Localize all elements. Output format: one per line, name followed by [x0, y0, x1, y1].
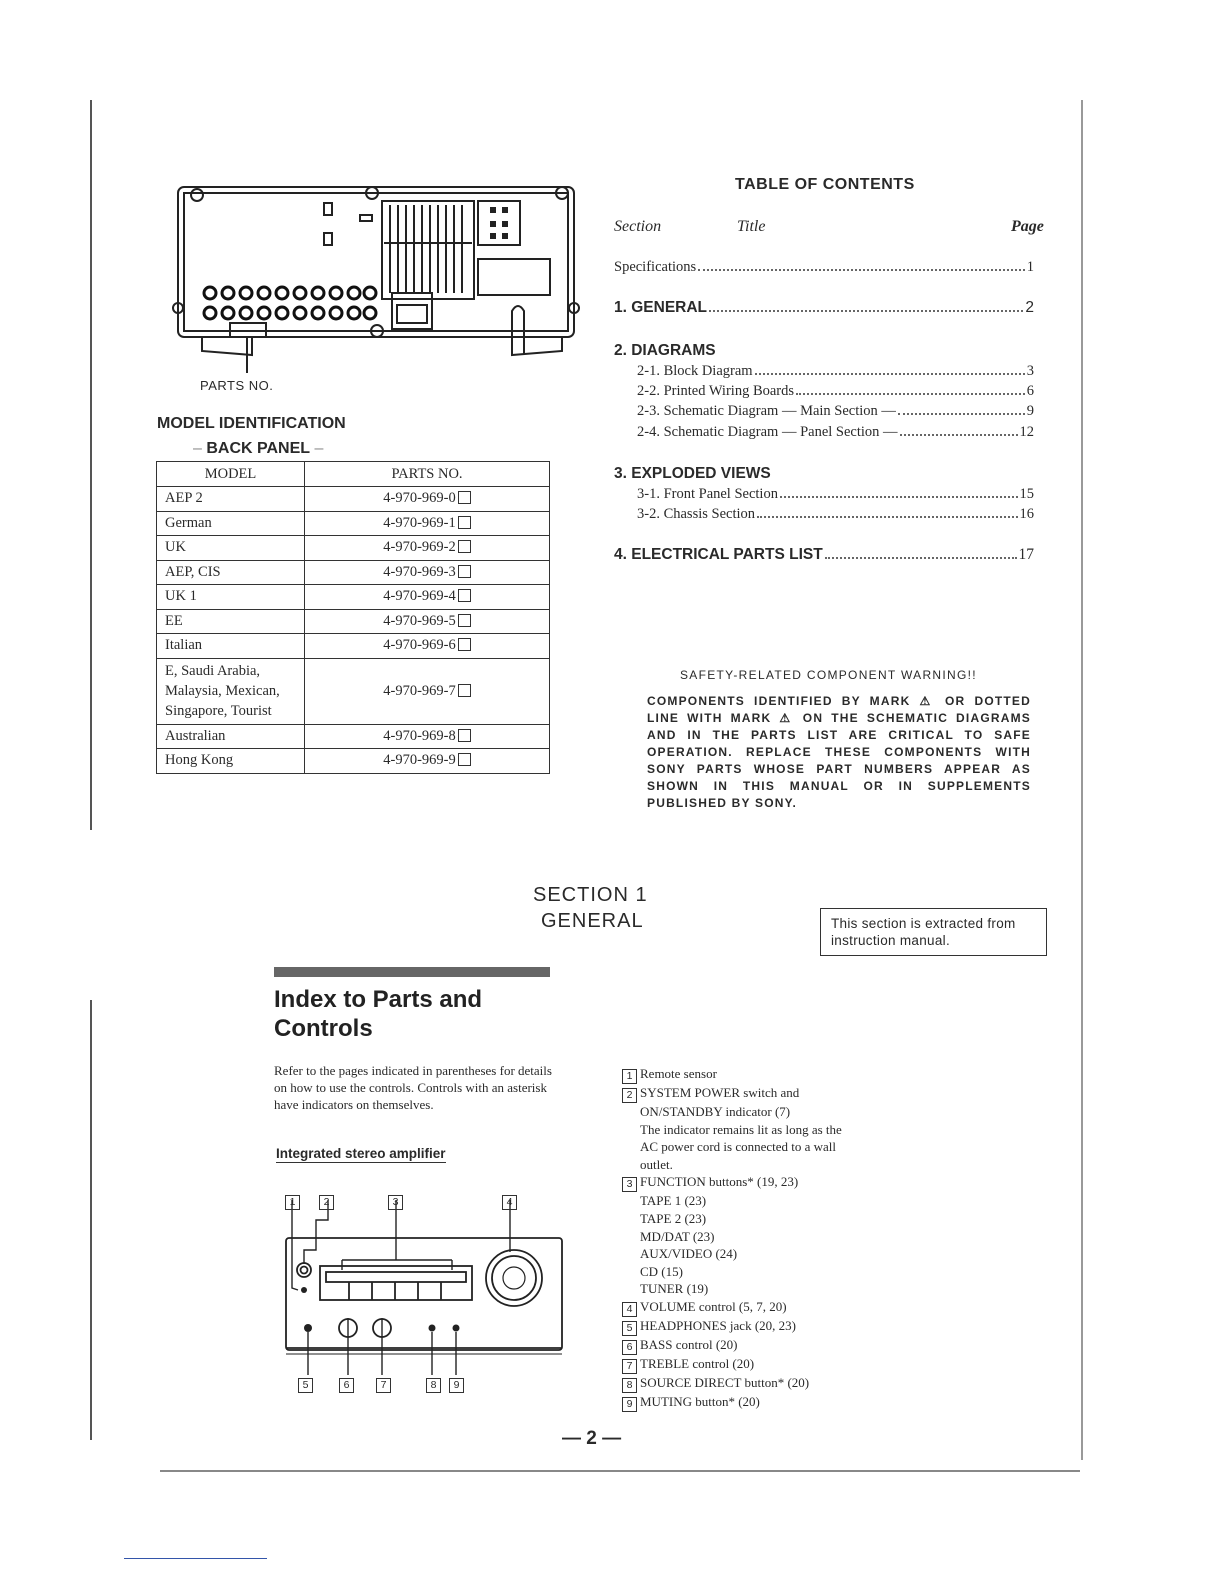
legend-text: FUNCTION buttons* (19, 23) — [640, 1174, 799, 1190]
index-heading-bar — [274, 967, 550, 977]
toc-entry-page: 2 — [1025, 299, 1034, 316]
callout-8: 8 — [426, 1378, 441, 1393]
legend-number: 4 — [622, 1302, 637, 1317]
model-parts-table — [156, 461, 550, 774]
legend-item — [622, 1298, 952, 1317]
toc-leader-dots — [709, 309, 1023, 312]
legend-item — [622, 1355, 952, 1374]
toc-leader-dots — [757, 515, 1017, 518]
toc-entry-page: 9 — [1026, 403, 1034, 419]
callout-4: 4 — [502, 1195, 517, 1210]
model-cell: Italian — [157, 634, 305, 659]
page-number: — 2 — — [562, 1428, 622, 1449]
legend-number: 1 — [622, 1069, 637, 1084]
model-line: Malaysia, Mexican, — [165, 683, 280, 699]
table-row — [157, 749, 550, 774]
checkbox-square — [458, 638, 471, 651]
toc-col-title: Title — [737, 218, 766, 235]
checkbox-square — [458, 491, 471, 504]
table-row — [157, 487, 550, 512]
checkbox-square — [458, 565, 471, 578]
checkbox-square — [458, 729, 471, 742]
toc-entry-label: 3-1. Front Panel Section — [637, 486, 778, 502]
legend-subline: AUX/VIDEO (24) — [640, 1246, 738, 1262]
table-row — [157, 585, 550, 610]
legend-subline: CD (15) — [640, 1263, 683, 1279]
legend-subline: ON/STANDBY indicator (7) — [640, 1104, 791, 1119]
bottom-scan-edge — [160, 1470, 1080, 1472]
left-margin-rule-lower — [90, 1000, 92, 1440]
toc-entry-page: 17 — [1018, 546, 1034, 563]
model-cell: AEP 2 — [157, 487, 305, 512]
legend-item — [622, 1065, 952, 1084]
parts-no-cell — [305, 749, 550, 774]
model-identification-title: MODEL IDENTIFICATION — [157, 415, 346, 432]
parts-no-value: 4-970-969-1 — [383, 514, 456, 531]
model-cell: UK 1 — [157, 585, 305, 610]
parts-no-cell — [305, 585, 550, 610]
toc-col-page: Page — [1011, 218, 1044, 235]
toc-entry-3-2[interactable] — [637, 506, 1034, 523]
toc-entry-2-2[interactable] — [637, 383, 1034, 400]
toc-entry-page: 12 — [1019, 424, 1034, 440]
callout-3: 3 — [388, 1195, 403, 1210]
table-row — [157, 560, 550, 585]
toc-entry-page: 3 — [1026, 363, 1034, 379]
toc-entry-3-1[interactable] — [637, 486, 1034, 503]
callout-9: 9 — [449, 1378, 464, 1393]
header-parts-no: PARTS NO. — [305, 462, 550, 487]
toc-leader-dots — [755, 372, 1025, 375]
left-margin-rule — [90, 100, 92, 830]
legend-number: 5 — [622, 1321, 637, 1336]
parts-no-cell — [305, 609, 550, 634]
index-title-line: Index to Parts and — [274, 986, 483, 1013]
right-margin-rule — [1081, 100, 1083, 1460]
toc-leader-dots — [698, 268, 1025, 271]
toc-leader-dots — [900, 433, 1018, 436]
legend-text: Remote sensor — [640, 1066, 717, 1081]
model-cell: AEP, CIS — [157, 560, 305, 585]
legend-subline: The indicator remains lit as long as the — [640, 1121, 842, 1137]
toc-entry-label: 4. ELECTRICAL PARTS LIST — [614, 546, 823, 563]
table-row — [157, 609, 550, 634]
legend-number: 8 — [622, 1378, 637, 1393]
toc-entry-2-3[interactable] — [637, 403, 1034, 420]
legend-number: 2 — [622, 1088, 637, 1103]
toc-entry-2-4[interactable] — [637, 424, 1034, 441]
back-panel-drawing — [172, 183, 582, 383]
table-row — [157, 511, 550, 536]
toc-leader-dots — [780, 495, 1018, 498]
parts-no-cell — [305, 724, 550, 749]
parts-no-value: 4-970-969-8 — [383, 727, 456, 744]
model-line: E, Saudi Arabia, — [165, 663, 261, 679]
toc-entry-2-1[interactable] — [637, 363, 1034, 380]
legend-text: VOLUME control (5, 7, 20) — [640, 1298, 787, 1314]
callout-2: 2 — [319, 1195, 334, 1210]
callout-1: 1 — [285, 1195, 300, 1210]
toc-entry-label: 3-2. Chassis Section — [637, 506, 756, 522]
legend-text: SYSTEM POWER switch and — [640, 1085, 800, 1100]
legend-subline: outlet. — [640, 1156, 673, 1172]
legend-number: 7 — [622, 1359, 637, 1374]
toc-entry-page: 1 — [1026, 259, 1034, 275]
parts-no-cell — [305, 658, 550, 724]
checkbox-square — [458, 540, 471, 553]
callout-5: 5 — [298, 1378, 313, 1393]
toc-entry-page: 6 — [1026, 383, 1034, 399]
index-title-line: Controls — [274, 1015, 373, 1042]
toc-title: TABLE OF CONTENTS — [735, 176, 915, 193]
legend-item — [622, 1336, 952, 1355]
model-line: Singapore, Tourist — [165, 703, 272, 719]
legend-item — [622, 1317, 952, 1336]
toc-section-exploded: 3. EXPLODED VIEWS — [614, 465, 771, 482]
model-cell: Hong Kong — [157, 749, 305, 774]
safety-warning-text: COMPONENTS IDENTIFIED BY MARK ⚠ OR DOTTED LINE WITH MARK ⚠ ON THE SCHEMATIC DIAGRAMS AND IN THE PARTS LIST ARE CRITICAL TO SAFE OPERATION. REPLACE THESE COMPONENTS WITH SONY PARTS WHOSE PART NUMBERS APPEAR AS SHOWN IN THIS MANUAL OR IN SUPPLEMENTS PUBLISHED BY SONY. — [647, 694, 1031, 810]
callout-7: 7 — [376, 1378, 391, 1393]
back-panel-subtitle-text: BACK PANEL — [206, 440, 311, 457]
legend-text: MUTING button* (20) — [640, 1393, 760, 1409]
parts-no-cell — [305, 536, 550, 561]
toc-entry-label: 2-2. Printed Wiring Boards — [637, 383, 795, 399]
checkbox-square — [458, 684, 471, 697]
legend-number: 6 — [622, 1340, 637, 1355]
toc-entry-label: 2-4. Schematic Diagram — Panel Section — — [637, 424, 898, 440]
legend-item — [622, 1084, 952, 1103]
legend-text: TREBLE control (20) — [640, 1355, 755, 1371]
callout-6: 6 — [339, 1378, 354, 1393]
parts-no-cell — [305, 511, 550, 536]
table-header-row — [157, 462, 550, 487]
model-cell: Australian — [157, 724, 305, 749]
legend-subline: TAPE 1 (23) — [640, 1193, 707, 1209]
parts-no-value: 4-970-969-6 — [383, 637, 456, 654]
section-number: SECTION 1 — [533, 884, 648, 906]
legend-text: SOURCE DIRECT button* (20) — [640, 1374, 810, 1390]
toc-leader-dots — [796, 392, 1025, 395]
legend-item — [622, 1173, 952, 1192]
header-model: MODEL — [157, 462, 305, 487]
toc-leader-dots — [825, 556, 1017, 559]
toc-entry-specifications[interactable] — [614, 259, 1034, 276]
index-intro-text: Refer to the pages indicated in parentheses for details on how to use the controls. Controls with an asterisk have indicators on themselves. — [274, 1063, 552, 1112]
legend-subline: AC power cord is connected to a wall — [640, 1139, 837, 1155]
amplifier-heading: Integrated stereo amplifier — [276, 1146, 446, 1161]
legend-text: BASS control (20) — [640, 1336, 738, 1352]
toc-entry-page: 15 — [1019, 486, 1034, 502]
model-cell: EE — [157, 609, 305, 634]
legend-subline: TAPE 2 (23) — [640, 1210, 707, 1226]
back-panel-subtitle: – BACK PANEL – — [193, 440, 324, 457]
toc-entry-electrical[interactable] — [614, 546, 1034, 564]
parts-no-callout: PARTS NO. — [200, 378, 274, 393]
parts-no-value: 4-970-969-0 — [383, 490, 456, 507]
model-cell: German — [157, 511, 305, 536]
table-row — [157, 658, 550, 724]
toc-section-diagrams: 2. DIAGRAMS — [614, 342, 716, 359]
toc-entry-general[interactable] — [614, 299, 1034, 317]
legend-item — [622, 1393, 952, 1412]
legend-text: HEADPHONES jack (20, 23) — [640, 1317, 796, 1333]
bottom-link-line — [124, 1558, 267, 1559]
toc-leader-dots — [898, 412, 1025, 415]
toc-entry-label: 2-3. Schematic Diagram — Main Section — — [637, 403, 896, 419]
parts-no-value: 4-970-969-4 — [383, 588, 456, 605]
checkbox-square — [458, 589, 471, 602]
amplifier-front-panel-drawing — [282, 1190, 572, 1400]
toc-entry-page: 16 — [1019, 506, 1034, 522]
legend-subline: MD/DAT (23) — [640, 1228, 715, 1244]
model-cell-multiline — [157, 658, 305, 724]
parts-no-value: 4-970-969-3 — [383, 563, 456, 580]
parts-no-value: 4-970-969-9 — [383, 752, 456, 769]
toc-entry-label: 2-1. Block Diagram — [637, 363, 753, 379]
controls-legend — [622, 1065, 952, 1412]
legend-number: 3 — [622, 1177, 637, 1192]
legend-subline: TUNER (19) — [640, 1281, 709, 1297]
section-name: GENERAL — [541, 910, 644, 932]
parts-no-value: 4-970-969-5 — [383, 612, 456, 629]
table-row — [157, 724, 550, 749]
checkbox-square — [458, 753, 471, 766]
toc-col-section: Section — [614, 218, 662, 235]
extract-note-box: This section is extracted from instruction manual. — [820, 908, 1047, 956]
parts-no-value: 4-970-969-2 — [383, 539, 456, 556]
table-row — [157, 634, 550, 659]
safety-warning-title: SAFETY-RELATED COMPONENT WARNING!! — [680, 668, 977, 682]
toc-entry-label: Specifications — [614, 259, 697, 275]
parts-no-cell — [305, 487, 550, 512]
checkbox-square — [458, 614, 471, 627]
index-title — [274, 985, 482, 1043]
table-row — [157, 536, 550, 561]
parts-no-cell — [305, 634, 550, 659]
parts-no-value: 4-970-969-7 — [383, 682, 456, 699]
model-cell: UK — [157, 536, 305, 561]
toc-entry-label: 1. GENERAL — [614, 299, 708, 316]
parts-no-cell — [305, 560, 550, 585]
legend-number: 9 — [622, 1397, 637, 1412]
checkbox-square — [458, 516, 471, 529]
legend-item — [622, 1374, 952, 1393]
